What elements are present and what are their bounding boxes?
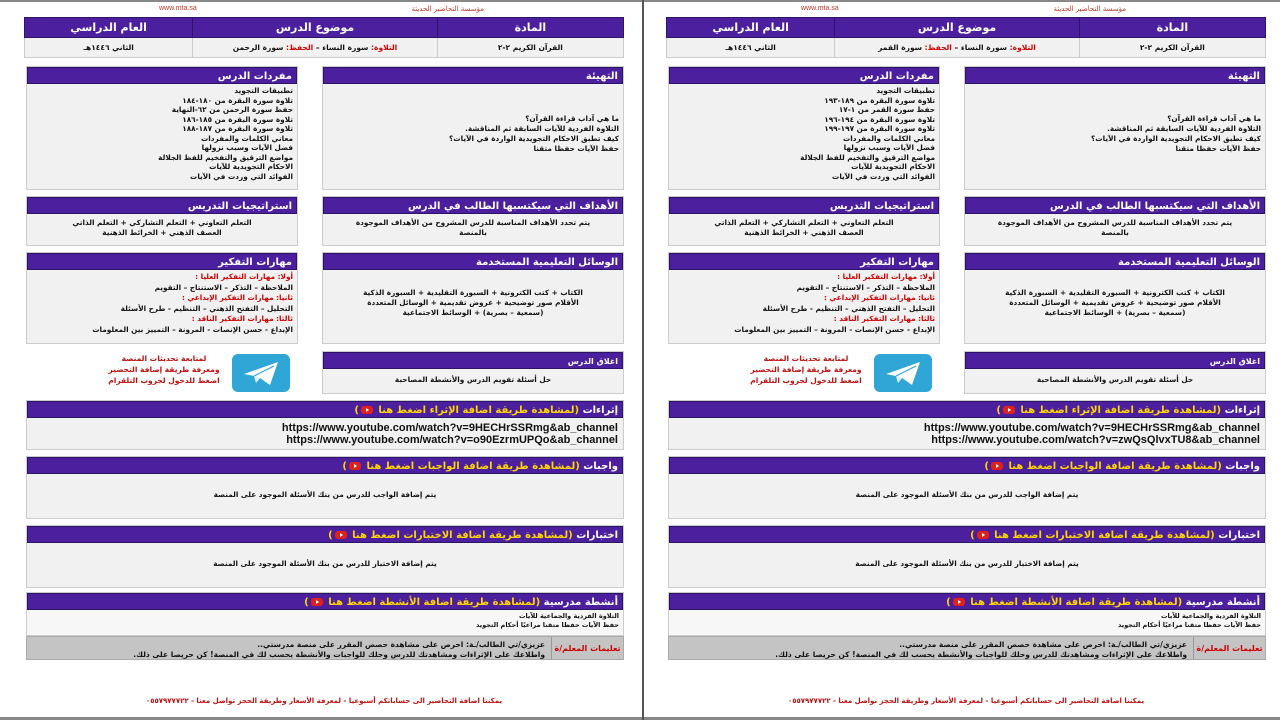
vocab-line: الفوائد التي وردت في الآيات [189,171,293,181]
objectives-body [965,214,1265,240]
telegram-line: اضغط للدخول لجروب التلقرام [750,376,862,385]
recitation-label: التلاوة: [1009,43,1036,52]
aids-line: (سمعية – بصرية) + الوسائط الاجتماعية [1044,308,1186,317]
thinking-skills-title: مهارات التفكير [27,253,297,270]
strategies-body [27,214,297,240]
enrichment-link[interactable]: https://www.youtube.com/watch?v=9HECHrSSRmg&ab_channel [923,422,1260,434]
thinking-line: التحليل – التفتح الذهني – التنظيم - طرح الأسئلة [120,303,293,313]
recitation-label: التلاوة: [371,43,398,52]
tests-section [668,525,1266,588]
page-topline [24,5,624,17]
warmup-title: التهيئة [965,67,1265,84]
objectives-title: الأهداف التي سيكتسبها الطالب في الدرس [965,197,1265,214]
vocab-line: الفوائد التي وردت في الآيات [831,171,935,181]
closing-body: حل أسئلة تقويم الدرس والأنشطة المصاحبة [394,375,552,384]
youtube-icon[interactable] [953,598,965,606]
memorization-label: الحفظ: [924,43,952,52]
objectives-line: يتم تحدد الأهداف المناسبة للدرس المشروح من الأهداف الموجودة [997,218,1233,227]
vocab-title: مفردات الدرس [27,67,297,84]
thinking-line: الملاحظة – التذكر – الاستنتاج – التقويم [154,282,293,292]
closing-title: اغلاق الدرس [323,352,623,369]
aids-line: الأقلام صور توضيحية + عروض تقديمية + الوسائل المتعددة [367,298,579,307]
year-value: الثاني ١٤٤٦هـ [667,38,835,58]
vocab-line: تطبيقات التجويد [876,86,935,95]
youtube-icon[interactable] [349,462,361,470]
vocab-body [669,84,939,183]
year-header: العام الدراسي [25,18,193,38]
lesson-plan-page-1 [24,0,624,720]
vocab-line: تلاوة سورة البقرة من ١٨٠-١٨٤ [182,95,293,105]
enrichment-section [668,400,1266,450]
objectives-body [323,214,623,240]
thinking-heading: أولا: مهارات التفكير العليا : [837,272,935,281]
memorization-value: سورة القمر [878,43,925,52]
vocab-line: تطبيقات التجويد [234,86,293,95]
instructions-text [133,640,545,660]
thinking-heading: أولا: مهارات التفكير العليا : [195,272,293,281]
vocab-line: مواضع الترقيق والتفخيم للفظ الجلالة [800,152,935,162]
vocab-line: معاني الكلمات والمفردات [842,133,935,143]
warmup-line: ما هي آداب قراءة القرآن؟ [1167,114,1261,123]
closing-title: اغلاق الدرس [965,352,1265,369]
lesson-info-table [666,17,1266,58]
telegram-text [104,353,224,386]
youtube-icon[interactable] [361,406,373,414]
homework-hint-link[interactable]: (لمشاهدة طريقة اضافة الواجبات اضغط هنا [1008,461,1222,472]
thinking-heading: ثانيا: مهارات التفكير الإبداعي : [823,293,935,302]
strategies-title: استراتيجيات التدريس [669,197,939,214]
telegram-line: لمتابعة تحديثات المنصة [121,354,207,363]
topic-header: موضوع الدرس [835,18,1079,38]
thinking-skills-title: مهارات التفكير [669,253,939,270]
activities-hint-link[interactable]: (لمشاهدة طريقة اضافة الأنشطة اضغط هنا [328,597,541,608]
activities-title: أنشطة مدرسية [1185,597,1260,608]
homework-section [26,456,624,519]
vocab-line: فضل الآيات وسبب نزولها [843,143,935,152]
teacher-instructions [26,636,624,660]
homework-body: يتم إضافة الواجب للدرس من بنك الأسئلة الموجود على المنصة [213,490,437,499]
instructions-text [775,640,1187,660]
objectives-line: بالمنصة [459,228,487,237]
thinking-heading: ثانيا: مهارات التفكير الإبداعي : [181,293,293,302]
activities-section [26,592,624,636]
tests-body: يتم إضافة الاختبار للدرس من بنك الأسئلة الموجود على المنصة [855,559,1079,568]
thinking-skills-section [26,252,298,344]
org-name: مؤسسة التحاضير الحديثة [1053,5,1126,13]
enrichment-links [669,418,1265,446]
aids-line: الأقلام صور توضيحية + عروض تقديمية + الوسائل المتعددة [1009,298,1221,307]
subject-value: القرآن الكريم ٢-٢ [437,38,623,58]
vocab-section [26,66,298,190]
warmup-line: التلاوة الفردية للآيات السابقة ثم المناقشة. [465,124,619,133]
thinking-line: التحليل – التفتح الذهني – التنظيم - طرح الأسئلة [762,303,935,313]
enrichment-section [26,400,624,450]
warmup-body [965,84,1265,156]
teacher-instructions [668,636,1266,660]
tests-header[interactable]: اختبارات (لمشاهدة طريقة اضافة الاختبارات اضغط هنا ) [669,526,1265,543]
enrichment-header[interactable]: إثراءات (لمشاهدة طريقة اضافة الإثراء اضغط هنا ) [669,401,1265,418]
activities-line: التلاوة الفردية والجماعية للآيات [1160,612,1261,620]
closing-body: حل أسئلة تقويم الدرس والأنشطة المصاحبة [1036,375,1194,384]
instructions-label: تعليمات المعلم/ة [551,637,623,659]
homework-header[interactable]: واجبات (لمشاهدة طريقة اضافة الواجبات اضغط هنا ) [27,457,623,474]
subject-header: المادة [437,18,623,38]
objectives-section [964,196,1266,246]
enrichment-link[interactable]: https://www.youtube.com/watch?v=9HECHrSSRmg&ab_channel [281,422,618,434]
objectives-line: يتم تحدد الأهداف المناسبة للدرس المشروح من الأهداف الموجودة [355,218,591,227]
warmup-title: التهيئة [323,67,623,84]
homework-hint-link[interactable]: (لمشاهدة طريقة اضافة الواجبات اضغط هنا [366,461,580,472]
teaching-aids-section [322,252,624,344]
vocab-line: تلاوة سورة البقرة من ١٩٧-١٩٩ [824,124,935,133]
recitation-value: سورة النساء – [951,43,1010,52]
telegram-line: لمتابعة تحديثات المنصة [763,354,849,363]
instructions-line: عزيزي/تي الطالب/ـة: احرص على مشاهدة حصص المقرر على منصة مدرستي.. [257,640,545,649]
strategies-title: استراتيجيات التدريس [27,197,297,214]
activities-line: حفظ الآيات حفظا متقنا مراعيًا أحكام التجويد [1118,621,1261,629]
aids-line: الكتاب + كتب الكترونية + السبورة التقليدية + السبورة الذكية [1005,288,1225,297]
vocab-line: فضل الآيات وسبب نزولها [201,143,293,152]
enrichment-link[interactable]: https://www.youtube.com/watch?v=zwQsQlvxTU8&ab_channel [931,434,1260,446]
vocab-line: الاحكام التجويدية للآيات [851,162,935,171]
objectives-title: الأهداف التي سيكتسبها الطالب في الدرس [323,197,623,214]
thinking-skills-section [668,252,940,344]
topic-header: موضوع الدرس [193,18,437,38]
lesson-plan-page-2 [666,0,1266,720]
warmup-line: كيف تطبق الاحكام التجويدية الواردة في الآيات؟ [1091,134,1261,143]
memorization-label: الحفظ: [286,43,314,52]
youtube-icon[interactable] [991,462,1003,470]
homework-section [668,456,1266,519]
teaching-aids-section [964,252,1266,344]
instructions-line: عزيزي/تي الطالب/ـة: احرص على مشاهدة حصص المقرر على منصة مدرستي.. [899,640,1187,649]
subject-header: المادة [1079,18,1265,38]
tests-header[interactable]: اختبارات (لمشاهدة طريقة اضافة الاختبارات اضغط هنا ) [27,526,623,543]
vocab-line: حفظ سورة الرحمن من ٦٢-النهاية [171,105,293,114]
warmup-line: حفظ الآيات حفظا متقنا [533,144,619,153]
recitation-value: سورة النساء – [313,43,372,52]
strategies-line: التعلم التعاوني + التعلم التشاركي + التعلم الذاتي [714,218,894,227]
homework-title: واجبات [1225,461,1260,472]
enrichment-link[interactable]: https://www.youtube.com/watch?v=o90EzrmUPQo&ab_channel [286,434,618,446]
warmup-line: ما هي آداب قراءة القرآن؟ [525,114,619,123]
warmup-section [964,66,1266,190]
activities-header[interactable]: أنشطة مدرسية (لمشاهدة طريقة اضافة الأنشطة اضغط هنا ) [27,593,623,610]
closing-section [964,351,1266,394]
activities-hint-link[interactable]: (لمشاهدة طريقة اضافة الأنشطة اضغط هنا [970,597,1183,608]
strategies-body [669,214,939,240]
vocab-line: تلاوة سورة البقرة من ١٨٥-١٨٦ [182,114,293,124]
strategies-line: العصف الذهني + الخرائط الذهنية [102,228,222,237]
enrichment-links [27,418,623,446]
aids-line: الكتاب + كتب الكترونية + السبورة التقليدية + السبورة الذكية [363,288,583,297]
activities-line: حفظ الآيات حفظا متقنا مراعيًا أحكام التجويد [476,621,619,629]
warmup-body [323,84,623,156]
objectives-line: بالمنصة [1101,228,1129,237]
page-divider [642,0,644,720]
vocab-line: تلاوة سورة البقرة من ١٨٧-١٨٨ [182,124,293,133]
vocab-section [668,66,940,190]
warmup-section [322,66,624,190]
teaching-aids-title: الوسائل التعليمية المستخدمة [965,253,1265,270]
tests-section [26,525,624,588]
page-footer: يمكننا اضافة التحاضير الى حساباتكم أسبوعيا - لمعرفة الأسعار وطريقة الحجز تواصل معنا - ٠٥٥٧٩٧٧٧٢٢ [145,697,503,705]
page-topline [666,5,1266,17]
telegram-promo[interactable] [666,350,946,395]
year-value: الثاني ١٤٤٦هـ [25,38,193,58]
instructions-line: واطلاعك على الإثراءات ومشاهدتك للدرس وحلك للواجبات والأنشطة يحسب لك في المنصة! كن حريصا على ذلك. [775,650,1187,659]
vocab-line: معاني الكلمات والمفردات [200,133,293,143]
youtube-icon[interactable] [977,531,989,539]
lesson-info-table [24,17,624,58]
website-link[interactable]: www.mta.sa [159,5,197,12]
strategies-section [668,196,940,246]
strategies-section [26,196,298,246]
page-footer: يمكننا اضافة التحاضير الى حساباتكم أسبوعيا - لمعرفة الأسعار وطريقة الحجز تواصل معنا - ٠٥٥٧٩٧٧٧٢٢ [787,697,1145,705]
youtube-icon[interactable] [311,598,323,606]
thinking-skills-body [669,270,939,337]
strategies-line: العصف الذهني + الخرائط الذهنية [744,228,864,237]
activities-title: أنشطة مدرسية [543,597,618,608]
activities-body [669,610,1265,632]
vocab-body [27,84,297,183]
vocab-line: مواضع الترقيق والتفخيم للفظ الجلالة [158,152,293,162]
telegram-icon[interactable] [232,354,290,392]
tests-title: اختبارات [576,530,618,541]
warmup-line: كيف تطبق الاحكام التجويدية الواردة في الآيات؟ [449,134,619,143]
warmup-line: التلاوة الفردية للآيات السابقة ثم المناقشة. [1107,124,1261,133]
thinking-heading: ثالثا: مهارات التفكير الناقد : [191,314,293,323]
enrichment-hint-link[interactable]: (لمشاهدة طريقة اضافة الإثراء اضغط هنا [378,405,580,416]
tests-title: اختبارات [1218,530,1260,541]
enrichment-hint-link[interactable]: (لمشاهدة طريقة اضافة الإثراء اضغط هنا [1020,405,1222,416]
vocab-line: تلاوة سورة البقرة من ١٨٩-١٩٣ [824,95,935,105]
telegram-text [746,353,866,386]
thinking-heading: ثالثا: مهارات التفكير الناقد : [833,314,935,323]
teaching-aids-title: الوسائل التعليمية المستخدمة [323,253,623,270]
vocab-title: مفردات الدرس [669,67,939,84]
telegram-line: ومعرفة طريقة إضافة التحضير [108,365,220,374]
instructions-line: واطلاعك على الإثراءات ومشاهدتك للدرس وحلك للواجبات والأنشطة يحسب لك في المنصة! كن حريصا على ذلك. [133,650,545,659]
enrichment-header[interactable]: إثراءات (لمشاهدة طريقة اضافة الإثراء اضغط هنا ) [27,401,623,418]
vocab-line: حفظ سورة القمر من ١-١٧ [838,105,935,114]
homework-title: واجبات [583,461,618,472]
teaching-aids-body [965,270,1265,320]
enrichment-title: إثراءات [582,405,618,416]
homework-body: يتم إضافة الواجب للدرس من بنك الأسئلة الموجود على المنصة [855,490,1079,499]
warmup-line: حفظ الآيات حفظا متقنا [1175,144,1261,153]
activities-header[interactable]: أنشطة مدرسية (لمشاهدة طريقة اضافة الأنشطة اضغط هنا ) [669,593,1265,610]
activities-line: التلاوة الفردية والجماعية للآيات [518,612,619,620]
thinking-line: الإبداع - حسن الإنصات - المرونة – التمييز بين المعلومات [734,324,935,334]
youtube-icon[interactable] [335,531,347,539]
instructions-label: تعليمات المعلم/ة [1193,637,1265,659]
objectives-section [322,196,624,246]
activities-section [668,592,1266,636]
thinking-line: الملاحظة – التذكر – الاستنتاج – التقويم [796,282,935,292]
strategies-line: التعلم التعاوني + التعلم التشاركي + التعلم الذاتي [72,218,252,227]
tests-hint-link[interactable]: (لمشاهدة طريقة اضافة الاختبارات اضغط هنا [352,530,573,541]
topic-value [835,38,1079,58]
homework-header[interactable]: واجبات (لمشاهدة طريقة اضافة الواجبات اضغط هنا ) [669,457,1265,474]
year-header: العام الدراسي [667,18,835,38]
activities-body [27,610,623,632]
vocab-line: الاحكام التجويدية للآيات [209,162,293,171]
memorization-value: سورة الرحمن [232,43,287,52]
org-name: مؤسسة التحاضير الحديثة [411,5,484,13]
tests-hint-link[interactable]: (لمشاهدة طريقة اضافة الاختبارات اضغط هنا [994,530,1215,541]
topic-value [193,38,437,58]
thinking-skills-body [27,270,297,337]
youtube-icon[interactable] [1003,406,1015,414]
tests-body: يتم إضافة الاختبار للدرس من بنك الأسئلة الموجود على المنصة [213,559,437,568]
aids-line: (سمعية – بصرية) + الوسائط الاجتماعية [402,308,544,317]
vocab-line: تلاوة سورة البقرة من ١٩٤-١٩٦ [824,114,935,124]
closing-section [322,351,624,394]
website-link[interactable]: www.mta.sa [801,5,839,12]
thinking-line: الإبداع - حسن الإنصات - المرونة – التمييز بين المعلومات [92,324,293,334]
subject-value: القرآن الكريم ٢-٢ [1079,38,1265,58]
telegram-icon[interactable] [874,354,932,392]
teaching-aids-body [323,270,623,320]
telegram-promo[interactable] [24,350,304,395]
telegram-line: اضغط للدخول لجروب التلقرام [108,376,220,385]
enrichment-title: إثراءات [1224,405,1260,416]
telegram-line: ومعرفة طريقة إضافة التحضير [750,365,862,374]
